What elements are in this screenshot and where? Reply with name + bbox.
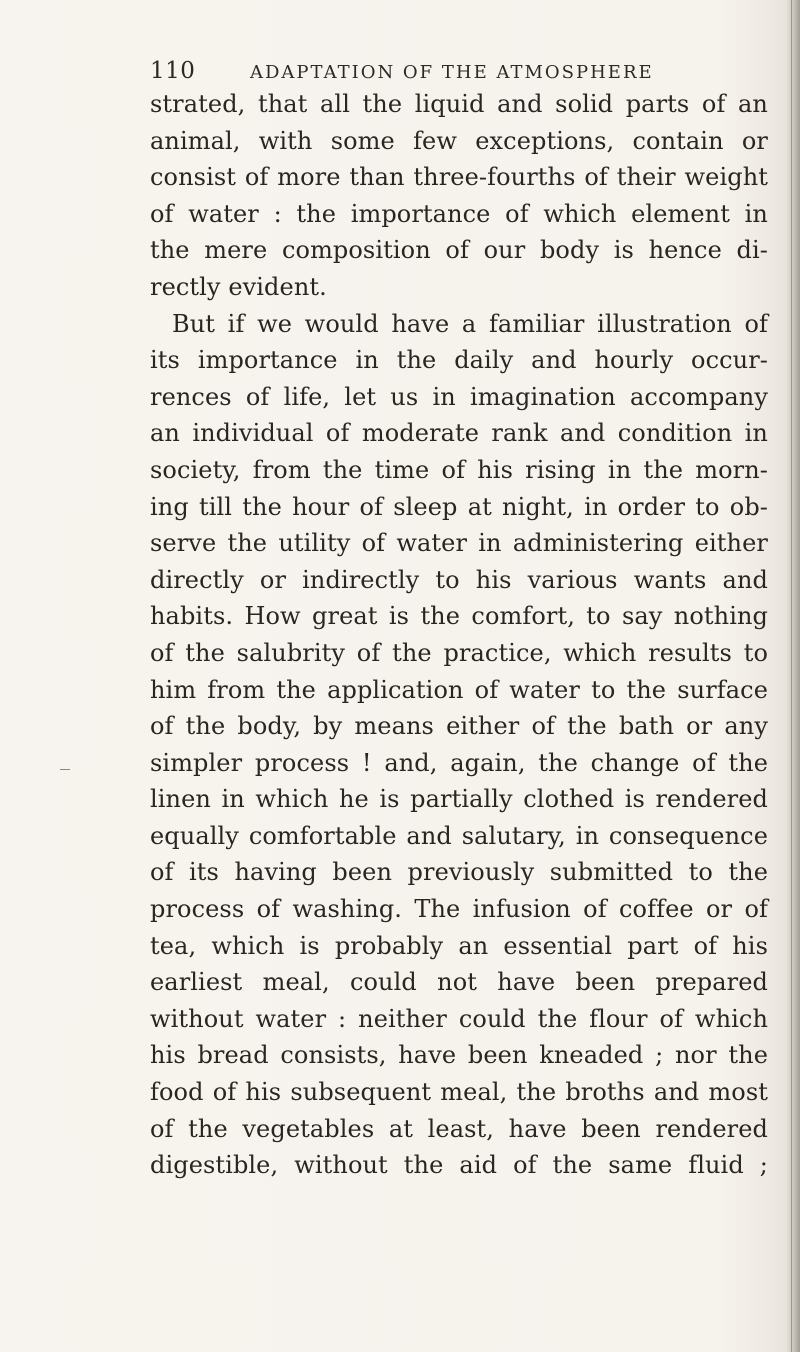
text-line: simpler process ! and, again, the change of the (150, 748, 768, 777)
page-edge-shadow (786, 0, 800, 1352)
text-line: his bread consists, have been kneaded ; nor the (150, 1041, 768, 1070)
text-line: of its having been previously submitted to the (150, 858, 768, 887)
text-line: directly or indirectly to his various wants and (150, 565, 768, 594)
text-line: of water : the importance of which element in (150, 199, 768, 228)
text-line: earliest meal, could not have been prepared (150, 968, 768, 997)
page-edge-line (791, 0, 792, 1352)
margin-mark (60, 769, 70, 770)
page-header (150, 58, 770, 88)
paragraph-start-line: But if we would have a familiar illustration of (172, 309, 768, 338)
text-line: process of washing. The infusion of coffee or of (150, 895, 768, 924)
text-line: animal, with some few exceptions, contain or (150, 126, 768, 155)
text-line: its importance in the daily and hourly occur- (150, 346, 768, 375)
text-line: ing till the hour of sleep at night, in order to ob- (150, 492, 768, 521)
text-line: without water : neither could the flour of which (150, 1004, 768, 1033)
text-line: food of his subsequent meal, the broths and most (150, 1078, 768, 1107)
page-number: 110 (150, 58, 196, 84)
text-line: an individual of moderate rank and condition in (150, 419, 768, 448)
text-line: consist of more than three-fourths of their weight (150, 163, 768, 192)
text-line: of the salubrity of the practice, which results to (150, 638, 768, 667)
text-line: tea, which is probably an essential part of his (150, 931, 768, 960)
text-line: serve the utility of water in administering either (150, 529, 768, 558)
text-line: equally comfortable and salutary, in consequence (150, 821, 768, 850)
text-line: rences of life, let us in imagination accompany (150, 382, 768, 411)
body-text (150, 86, 768, 1184)
text-line: society, from the time of his rising in the morn- (150, 455, 768, 484)
text-line: of the body, by means either of the bath or any (150, 712, 768, 741)
text-line: digestible, without the aid of the same fluid ; (150, 1151, 768, 1180)
text-line: of the vegetables at least, have been rendered (150, 1114, 768, 1143)
running-head: ADAPTATION OF THE ATMOSPHERE (250, 62, 654, 83)
text-line: strated, that all the liquid and solid parts of an (150, 90, 768, 118)
text-line: rectly evident. (150, 272, 327, 301)
text-line: linen in which he is partially clothed is rendered (150, 785, 768, 814)
text-line: him from the application of water to the surface (150, 675, 768, 704)
text-line: the mere composition of our body is hence di- (150, 236, 768, 265)
text-line: habits. How great is the comfort, to say nothing (150, 602, 768, 631)
